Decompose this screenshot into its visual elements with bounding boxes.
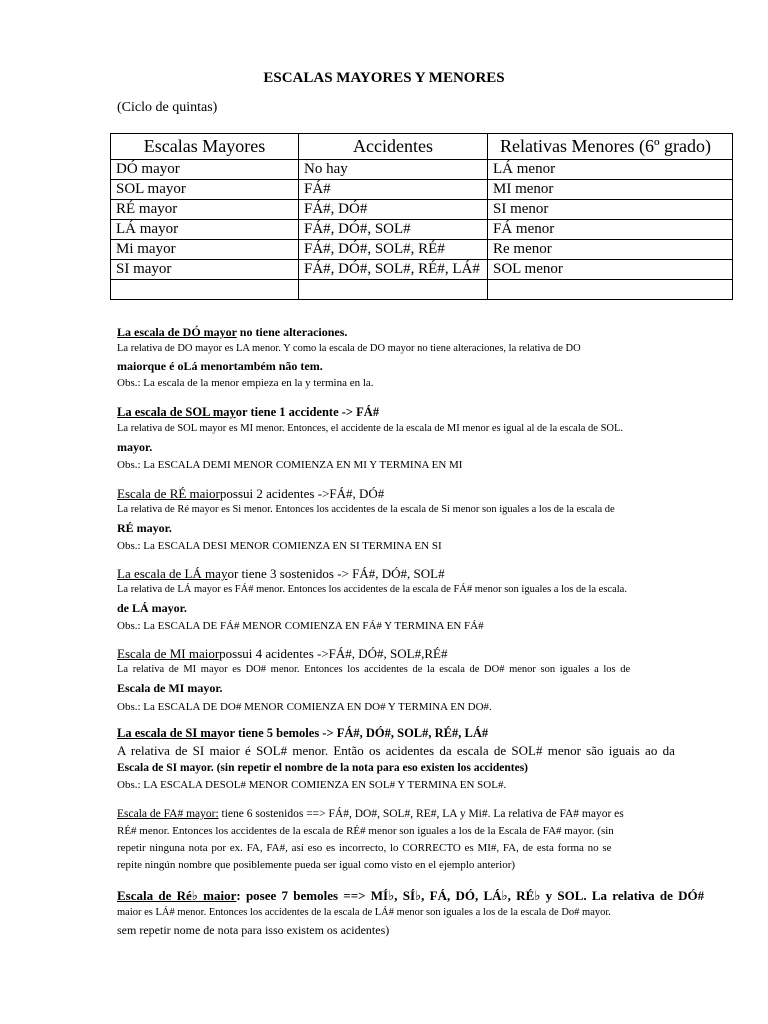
cell-accidentals: FÁ#, DÓ#, SOL#, RÉ# — [299, 240, 488, 260]
scales-table — [110, 133, 733, 300]
cell-major: SOL mayor — [111, 180, 299, 200]
cell-accidentals: FÁ# — [299, 180, 488, 200]
cell-minor: FÁ menor — [488, 220, 733, 240]
section-text: RÉ# menor. Entonces los accidentes de la escala de RÉ# menor son iguales a los de la Escala de FA# mayor. (sin — [117, 825, 614, 837]
cell-major: SI mayor — [111, 260, 299, 280]
cell-accidentals: No hay — [299, 160, 488, 180]
section-text: de LÁ mayor. — [117, 601, 187, 615]
cell-major: Mi mayor — [111, 240, 299, 260]
section-heading: La escala de LÁ mayor tiene 3 sostenidos -> FÁ#, DÓ#, SOL# — [117, 566, 445, 581]
cell-major: RÉ mayor — [111, 200, 299, 220]
section-text: Escala de SI mayor. (sin repetir el nombre de la nota para eso existen los accidentes) — [117, 762, 528, 774]
cell-accidentals: FÁ#, DÓ# — [299, 200, 488, 220]
section-text: mayor. — [117, 440, 153, 454]
header-accidentals: Accidentes — [299, 134, 488, 160]
section-heading: La escala de DÓ mayor no tiene alteraciones. — [117, 325, 348, 339]
section-mi-major — [117, 645, 657, 715]
section-text: RÉ mayor. — [117, 521, 172, 535]
cell-minor: SOL menor — [488, 260, 733, 280]
section-text: Escala de MI mayor. — [117, 681, 223, 695]
table-row — [111, 240, 733, 260]
section-heading: Escala de Ré♭ maior: posee 7 bemoles ==> MÍ♭, SÍ♭, FÁ, DÓ, LÁ♭, RÉ♭ y SOL. La relativa de DÓ# — [117, 888, 705, 903]
section-text: repite ningún nombre que posiblemente pueda ser igual como visto en el ejemplo anterior) — [117, 859, 516, 871]
cell-major: LÁ mayor — [111, 220, 299, 240]
table-row — [111, 200, 733, 220]
section-fa-sharp-major — [117, 806, 657, 874]
page-title: ESCALAS MAYORES Y MENORES — [263, 70, 505, 86]
section-heading: La escala de SI mayor tiene 5 bemoles -> FÁ#, DÓ#, SOL#, RÉ#, LÁ# — [117, 726, 489, 740]
page-subtitle: (Ciclo de quintas) — [117, 100, 218, 115]
cell-accidentals: FÁ#, DÓ#, SOL#, RÉ#, LÁ# — [299, 260, 488, 280]
section-obs: Obs.: LA ESCALA DESOL# MENOR COMIENZA EN SOL# Y TERMINA EN SOL#. — [117, 779, 507, 791]
section-text: La relativa de MI mayor es DO# menor. Entonces los accidentes de la escala de DO# menor son iguales a los de — [117, 664, 631, 675]
section-obs: Obs.: La ESCALA DEMI MENOR COMIENZA EN MI Y TERMINA EN MI — [117, 459, 463, 471]
cell-minor: Re menor — [488, 240, 733, 260]
section-text: La relativa de LÁ mayor es FÁ# menor. Entonces los accidentes de la escala de FÁ# menor son iguales a los de la escala. — [117, 584, 627, 595]
table-header-row — [111, 134, 733, 160]
section-text: La relativa de SOL mayor es MI menor. Entonces, el accidente de la escala de MI menor es igual al de la escala de SOL. — [117, 423, 624, 434]
section-obs: Obs.: La escala de la menor empieza en la y termina en la. — [117, 377, 374, 389]
section-text: repetir ninguna nota por ex. FA, FA#, así eso es incorrecto, lo CORRECTO es MI#, FA, de esta forma no se — [117, 842, 612, 854]
section-re-flat-major — [117, 886, 705, 940]
cell-accidentals: FÁ#, DÓ#, SOL# — [299, 220, 488, 240]
table-row-empty — [111, 280, 733, 300]
cell-minor — [488, 280, 733, 300]
table-row — [111, 180, 733, 200]
section-text: A relativa de SI maior é SOL# menor. Então os acidentes da escala de SOL# menor são iguais ao da — [117, 743, 675, 758]
section-sol-major — [117, 404, 657, 473]
section-la-major — [117, 565, 657, 635]
section-text: La relativa de DO mayor es LA menor. Y como la escala de DO mayor no tiene alteraciones, la relativa de DO — [117, 343, 581, 354]
section-obs: Obs.: La ESCALA DESI MENOR COMIENZA EN SI TERMINA EN SI — [117, 540, 442, 552]
section-text: La relativa de Ré mayor es Si menor. Entonces los accidentes de la escala de Si menor son iguales a los de la escala de — [117, 504, 615, 515]
section-obs: Obs.: La ESCALA DE DO# MENOR COMIENZA EN DO# Y TERMINA EN DO#. — [117, 701, 492, 713]
section-text: maiorque é oLá menortambém não tem. — [117, 359, 323, 373]
section-text: sem repetir nome de nota para isso existem os acidentes) — [117, 923, 390, 937]
header-relative-minors: Relativas Menores (6º grado) — [488, 134, 733, 160]
cell-minor: LÁ menor — [488, 160, 733, 180]
cell-accidentals — [299, 280, 488, 300]
table-row — [111, 260, 733, 280]
header-major-scales: Escalas Mayores — [111, 134, 299, 160]
section-heading: La escala de SOL mayor tiene 1 accidente -> FÁ# — [117, 405, 380, 419]
cell-major: DÓ mayor — [111, 160, 299, 180]
cell-minor: SI menor — [488, 200, 733, 220]
cell-minor: MI menor — [488, 180, 733, 200]
section-si-major — [117, 725, 675, 793]
section-heading: Escala de RÉ maiorpossui 2 acidentes ->FÁ#, DÓ# — [117, 486, 385, 501]
table-row — [111, 160, 733, 180]
section-heading: Escala de MI maiorpossui 4 acidentes ->FÁ#, DÓ#, SOL#,RÉ# — [117, 646, 448, 661]
section-text: maior es LÁ# menor. Entonces los accidentes de la escala de LÁ# menor son iguales a los de la escala de Do# mayor. — [117, 907, 611, 918]
section-heading: Escala de FA# mayor: tiene 6 sostenidos ==> FÁ#, DO#, SOL#, RE#, LA y Mi#. La relativa de FA# mayor es — [117, 808, 624, 820]
section-re-major — [117, 485, 657, 555]
cell-major — [111, 280, 299, 300]
section-do-major — [117, 324, 657, 392]
section-obs: Obs.: La ESCALA DE FÁ# MENOR COMIENZA EN FÁ# Y TERMINA EN FÁ# — [117, 620, 484, 632]
table-row — [111, 220, 733, 240]
